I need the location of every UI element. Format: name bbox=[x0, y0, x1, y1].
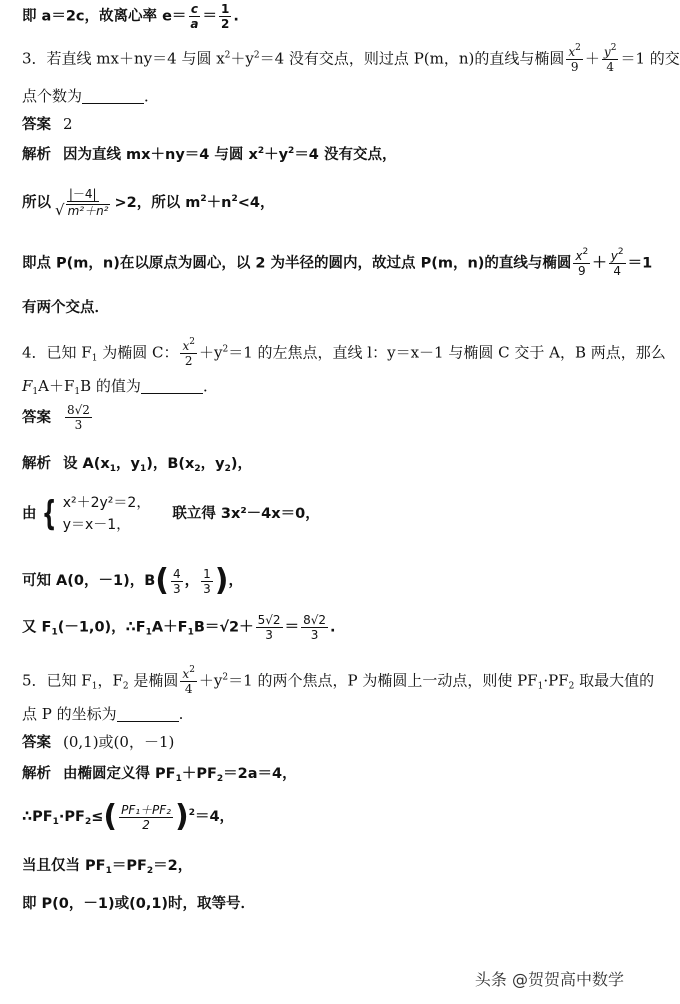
q4-analysis-4: 又 $F_1(-1,0)$，$\therefore F_1A+F_1B=√2+$ $\frac{5√2}{3}$ ＝ $\frac{8√2}{3}$ . bbox=[22, 613, 336, 642]
q4-analysis-3: 可知 A(0，－1)，B( $\frac{4}{3}$ ， $\frac{1}{3}$ )， bbox=[22, 563, 243, 598]
q5-analysis-1: 解析 由椭圆定义得 $PF_1+PF_2=2a=4$， bbox=[22, 766, 297, 784]
q5-analysis-2: $\therefore PF_1\cdot PF_2\le$( $\frac{\text{PF₁＋PF₂}}{2}$ )$^2$＝4， bbox=[22, 799, 235, 834]
q5-stem-line1: 5．已知 $F_1$，$F_2$ 是椭圆 $\frac{x^2}{4}$ $+y^2=1$ 的两个焦点，P 为椭圆上一动点，则使 $PF_1\cdot PF_2$ 取最大值的 bbox=[22, 665, 655, 696]
q3-stem-line2: 点个数为 ． bbox=[22, 87, 160, 105]
q3-stem-line1: 3．若直线 mx＋ny＝4 与圆 $x^2+y^2=4$ 没有交点，则过点 P(m，n)的直线与椭圆 $\frac{x^2}{9}$ ＋ $\frac{y^2}{4}$ ＝1 的交 bbox=[22, 43, 680, 74]
q4-answer: 答案 $\frac{8√2}{3}$ bbox=[22, 403, 90, 432]
q3-analysis-1: 解析 因为直线 mx＋ny＝4 与圆 $x^2+y^2=4$ 没有交点， bbox=[22, 146, 397, 163]
q4-stem-line2: $F_1A+F_1B$ 的值为 ． bbox=[22, 377, 218, 397]
q5-stem-line2: 点 P 的坐标为 . bbox=[22, 705, 184, 723]
q3-answer: 答案 2 bbox=[22, 115, 73, 133]
q4-system: 由 { x²＋2y²＝2， y＝x－1， 联立得 3x²－4x＝0， bbox=[22, 494, 320, 534]
q3-analysis-4: 有两个交点． bbox=[22, 300, 109, 316]
q5-analysis-3: 当且仅当 $PF_1=PF_2=2$， bbox=[22, 858, 193, 876]
q5-analysis-4: 即 P(0，－1)或(0,1)时，取等号． bbox=[22, 896, 256, 912]
watermark: 头条 @贺贺高中数学 bbox=[474, 970, 624, 989]
line-0: 即 a＝2c，故离心率 e＝ $\frac{c}{a}$ ＝ $\frac{1}{2}$ . bbox=[22, 2, 239, 31]
q3-analysis-3: 即点 P(m，n)在以原点为圆心，以 2 为半径的圆内，故过点 P(m，n)的直线与椭圆 $\frac{x^2}{9}$ ＋ $\frac{y^2}{4}$ ＝1 bbox=[22, 247, 653, 278]
answer-blank bbox=[82, 89, 144, 104]
q4-analysis-1: 解析 设 $A(x_1$，$y_1$)，$B(x_2$，$y_2$)， bbox=[22, 456, 253, 474]
q4-stem-line1: 4．已知 $F_1$ 为椭圆 C： $\frac{x^2}{2}$ $+y^2=1$ 的左焦点，直线 l：y＝x－1 与椭圆 C 交于 A，B 两点，那么 bbox=[22, 337, 666, 368]
q5-answer: 答案 (0,1)或(0，－1) bbox=[22, 733, 175, 751]
q3-analysis-2: 所以 $\frac{|-4|}{\text{√ m²＋n²}}$ >2，所以 $m^2+n^2<4$， bbox=[22, 187, 275, 219]
